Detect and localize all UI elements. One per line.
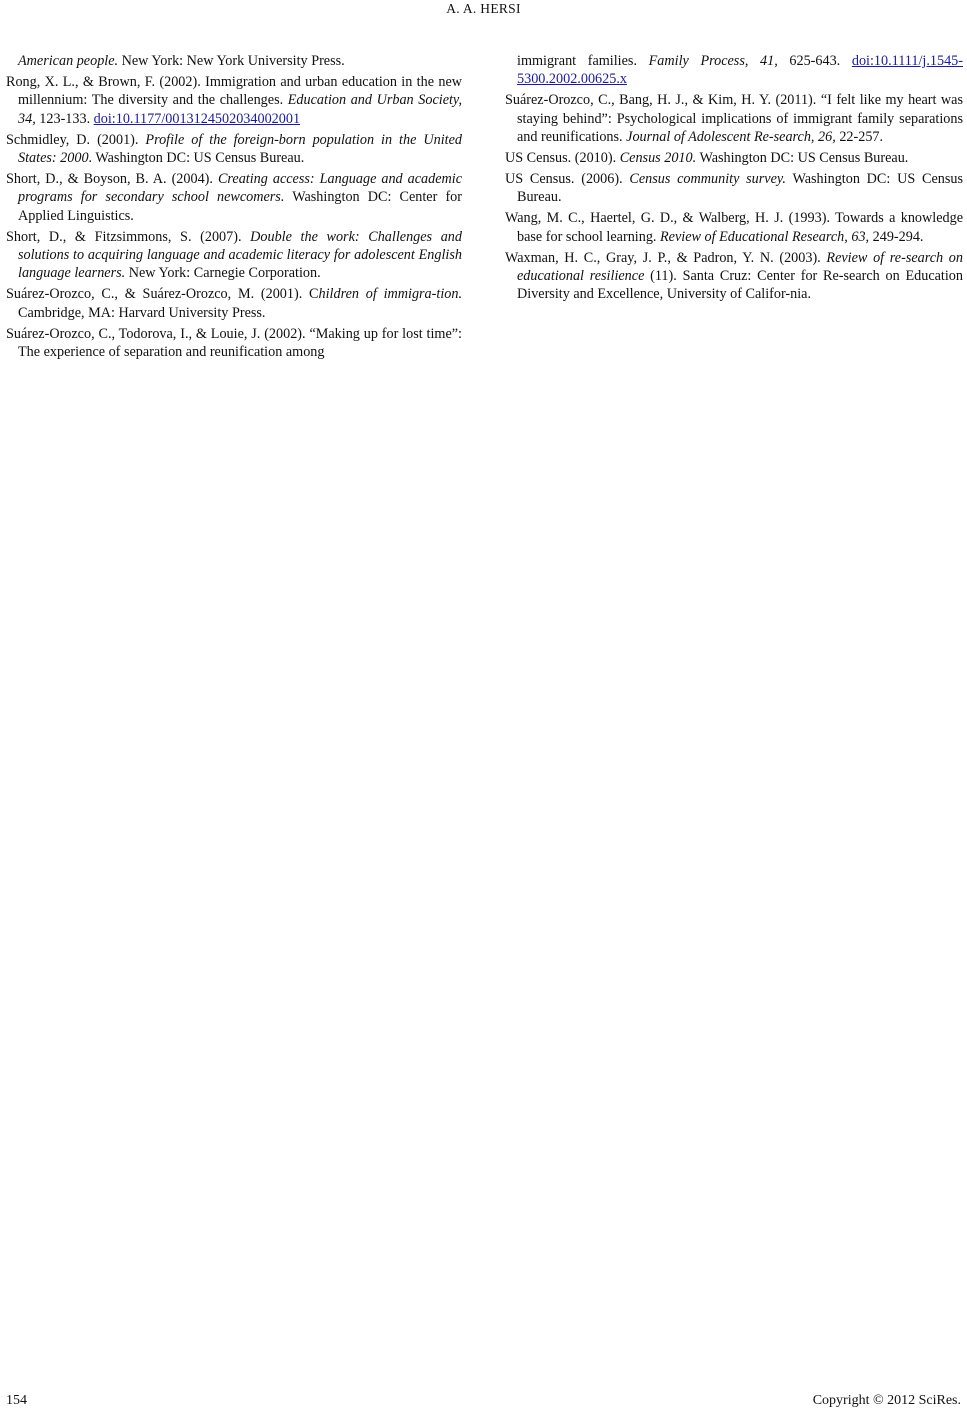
reference-text: Wang, M. C., Haertel, G. D., & Walberg, H. J. (1993). Towards a knowledge base for school learning. — [505, 210, 963, 245]
reference-text: Suárez-Orozco, C., & Suárez-Orozco, M. (2001). C — [6, 286, 319, 303]
reference-text: US Census. (2006). — [505, 170, 630, 187]
reference-italic-text: Review of Educational Research, 63, — [660, 228, 870, 245]
reference-text: New York: New York University Press. — [118, 53, 345, 69]
reference-text: Washington DC: Center for Applied Linguistics. — [18, 189, 462, 224]
reference-text: Rong, X. L., & Brown, F. (2002). Immigration and urban education in the new millennium: The diversity and the challenges. — [6, 73, 462, 109]
reference-text: immigrant families. — [517, 53, 649, 69]
reference-entry — [6, 52, 462, 70]
reference-entry — [505, 91, 963, 146]
reference-text: Suárez-Orozco, C., Todorova, I., & Louie, J. (2002). “Making up for lost time”: The experience of separation and reunification among — [6, 325, 462, 361]
reference-italic-text: American people. — [18, 53, 119, 69]
page-number: 154 — [6, 1393, 27, 1408]
reference-text: 625-643. — [777, 53, 852, 69]
reference-text: . Washington DC: US Census Bureau. — [88, 150, 305, 167]
copyright-notice: Copyright © 2012 SciRes. — [812, 1393, 961, 1408]
reference-entry — [6, 131, 462, 168]
reference-entry — [6, 170, 462, 225]
reference-entry — [505, 209, 963, 246]
reference-entry — [6, 285, 462, 322]
reference-text: Suárez-Orozco, C., Bang, H. J., & Kim, H. Y. (2011). “I felt like my heart was staying behind”: Psychological implications of immigrant family separations and reunifications. — [505, 92, 963, 146]
reference-text: Short, D., & Fitzsimmons, S. (2007). — [6, 228, 251, 245]
reference-text: Washington DC: US Census Bureau. — [517, 170, 964, 206]
reference-text: Cambridge, MA: Harvard University Press. — [18, 304, 266, 321]
reference-italic-text: Review of re-search on educational resilience — [517, 249, 963, 284]
reference-entry — [505, 149, 963, 167]
reference-italic-text: Education and Urban Society, 34, — [18, 92, 462, 127]
reference-text: Waxman, H. C., Gray, J. P., & Padron, Y. N. (2003). — [505, 249, 827, 266]
reference-text: Schmidley, D. (2001). — [6, 131, 146, 148]
reference-italic-text: Journal of Adolescent Re-search, 26, — [626, 129, 836, 146]
reference-text: US Census. (2010). — [505, 150, 620, 167]
reference-text: Short, D., & Boyson, B. A. (2004). — [6, 170, 218, 187]
reference-italic-text: Census 2010. — [619, 150, 697, 167]
doi-link[interactable]: doi:10.1111/j.1545-5300.2002.00625.x — [517, 53, 963, 88]
doi-link[interactable]: doi:10.1177/0013124502034002001 — [93, 110, 301, 127]
references-right-column — [505, 52, 963, 306]
reference-entry — [505, 170, 963, 207]
reference-italic-text: Family Process, 41, — [648, 53, 778, 69]
reference-text: New York: Carnegie Corporation. — [125, 265, 321, 282]
reference-text: (11). Santa Cruz: Center for Re-search on Education Diversity and Excellence, University of Califor-nia. — [517, 267, 963, 303]
reference-italic-text: Census community survey. — [629, 170, 786, 187]
reference-entry — [505, 52, 963, 89]
references-left-column — [6, 52, 462, 364]
reference-entry — [6, 228, 462, 283]
reference-text: 123-133. — [35, 110, 94, 127]
reference-italic-text: Double the work: Challenges and solutions to acquiring language and academic literacy for adolescent English language learners. — [18, 228, 462, 282]
reference-text: Washington DC: US Census Bureau. — [696, 150, 909, 167]
reference-entry — [6, 73, 462, 128]
reference-entry — [6, 325, 462, 362]
reference-text: 249-294. — [869, 228, 924, 245]
reference-italic-text: Profile of the foreign-born population in the United States: 2000 — [18, 131, 462, 167]
reference-text: 22-257. — [835, 129, 884, 146]
reference-entry — [505, 249, 963, 304]
reference-italic-text: Creating access: Language and academic programs for secondary school newcomers. — [18, 170, 463, 206]
reference-italic-text: hildren of immigra-tion. — [318, 286, 462, 303]
running-head: A. A. HERSI — [446, 1, 521, 16]
